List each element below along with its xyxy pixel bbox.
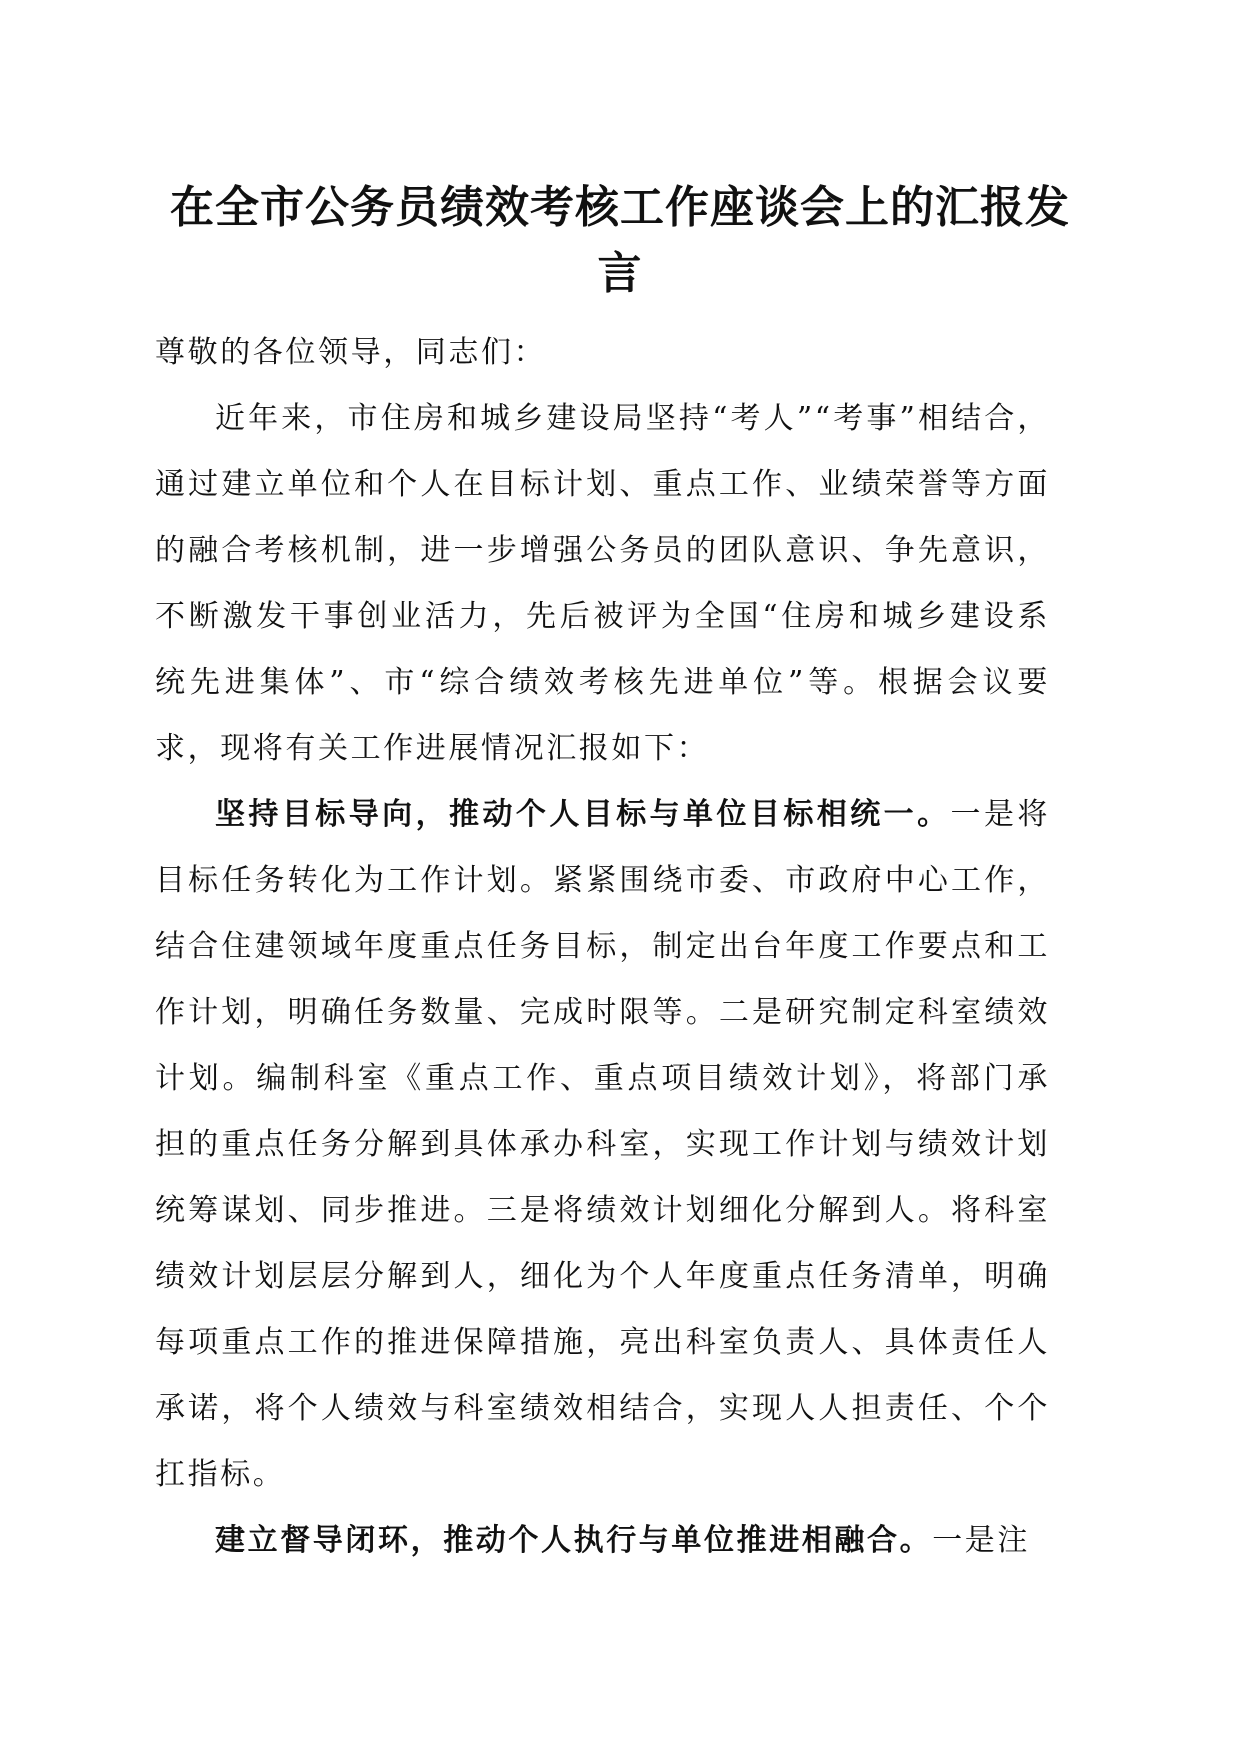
paragraph-text: 一是注 <box>932 1523 1031 1558</box>
document-body <box>155 320 1050 1574</box>
paragraph-heading: 坚持目标导向，推动个人目标与单位目标相统一。 <box>215 797 951 832</box>
paragraph-text: 近年来，市住房和城乡建设局坚持“考人”“考事”相结合，通过建立单位和个人在目标计划、重点工作、业绩荣誉等方面的融合考核机制，进一步增强公务员的团队意识、争先意识，不断激发干事创业活力，先后被评为全国“住房和城乡建设系统先进集体”、市“综合绩效考核先进单位”等。根据会议要求，现将有关工作进展情况汇报如下： <box>155 401 1050 766</box>
document-title: 在全市公务员绩效考核工作座谈会上的汇报发言 <box>170 182 1070 299</box>
paragraph-text: 一是将目标任务转化为工作计划。紧紧围绕市委、市政府中心工作，结合住建领域年度重点任务目标，制定出台年度工作要点和工作计划，明确任务数量、完成时限等。二是研究制定科室绩效计划。编制科室《重点工作、重点项目绩效计划》，将部门承担的重点任务分解到具体承办科室，实现工作计划与绩效计划统筹谋划、同步推进。三是将绩效计划细化分解到人。将科室绩效计划层层分解到人，细化为个人年度重点任务清单，明确每项重点工作的推进保障措施，亮出科室负责人、具体责任人承诺，将个人绩效与科室绩效相结合，实现人人担责任、个个扛指标。 <box>155 797 1050 1492</box>
paragraph-goal-orientation <box>155 782 1050 1508</box>
paragraph-heading: 建立督导闭环，推动个人执行与单位推进相融合。 <box>215 1523 933 1558</box>
paragraph-supervision-loop <box>155 1508 1050 1574</box>
salutation: 尊敬的各位领导，同志们： <box>155 335 547 370</box>
paragraph-intro <box>155 386 1050 782</box>
